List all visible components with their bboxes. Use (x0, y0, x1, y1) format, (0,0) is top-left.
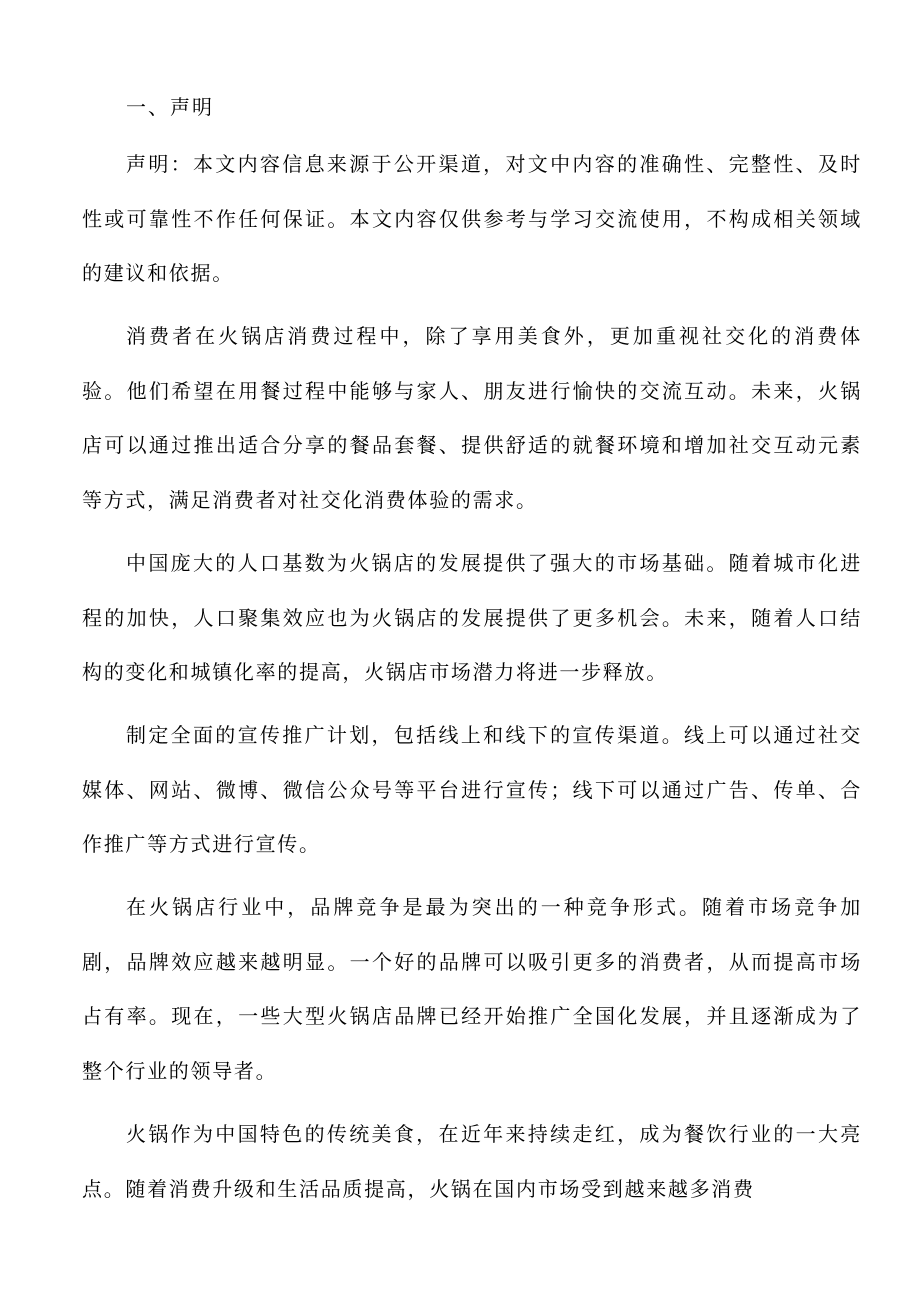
paragraph: 火锅作为中国特色的传统美食，在近年来持续走红，成为餐饮行业的一大亮点。随着消费升级和生活品质提高，火锅在国内市场受到越来越多消费 (82, 1122, 862, 1201)
paragraph: 在火锅店行业中，品牌竞争是最为突出的一种竞争形式。随着市场竞争加剧，品牌效应越来越明显。一个好的品牌可以吸引更多的消费者，从而提高市场占有率。现在，一些大型火锅店品牌已经开始推广全国化发展，并且逐渐成为了整个行业的领导者。 (82, 895, 862, 1083)
section-heading: 一、声明 (126, 95, 214, 119)
paragraph: 中国庞大的人口基数为火锅店的发展提供了强大的市场基础。随着城市化进程的加快，人口聚集效应也为火锅店的发展提供了更多机会。未来，随着人口结构的变化和城镇化率的提高，火锅店市场潜力将进一步释放。 (82, 551, 862, 684)
paragraph: 消费者在火锅店消费过程中，除了享用美食外，更加重视社交化的消费体验。他们希望在用餐过程中能够与家人、朋友进行愉快的交流互动。未来，火锅店可以通过推出适合分享的餐品套餐、提供舒适的就餐环境和增加社交互动元素等方式，满足消费者对社交化消费体验的需求。 (82, 324, 862, 512)
paragraph: 制定全面的宣传推广计划，包括线上和线下的宣传渠道。线上可以通过社交媒体、网站、微博、微信公众号等平台进行宣传；线下可以通过广告、传单、合作推广等方式进行宣传。 (82, 723, 862, 856)
paragraph-disclaimer: 声明：本文内容信息来源于公开渠道，对文中内容的准确性、完整性、及时性或可靠性不作任何保证。本文内容仅供参考与学习交流使用，不构成相关领域的建议和依据。 (82, 152, 862, 285)
